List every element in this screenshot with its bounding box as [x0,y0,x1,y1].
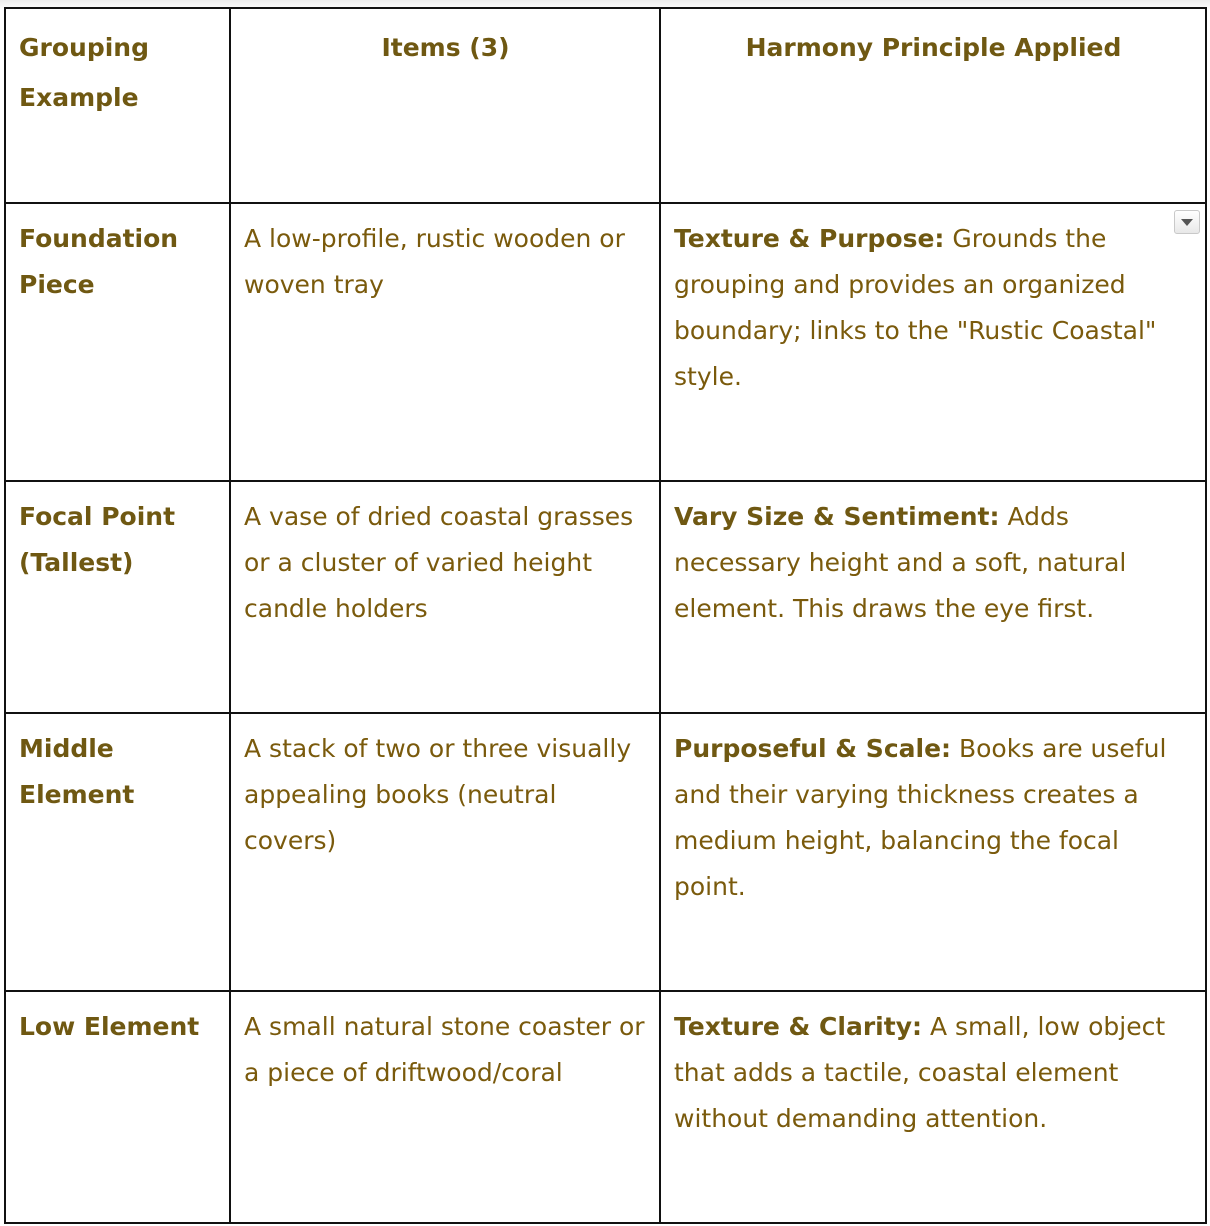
table-header-row [5,8,1206,203]
row-principle [660,203,1206,481]
row-items: A stack of two or three visually appealing books (neutral covers) [230,713,660,991]
table-row [5,991,1206,1223]
row-items: A small natural stone coaster or a piece of driftwood/coral [230,991,660,1223]
row-element: Foundation Piece [5,203,230,481]
principle-text: Grounds the grouping and provides an organized boundary; links to the "Rustic Coastal" style. [674,224,1157,391]
principle-title: Purposeful & Scale: [674,734,952,763]
header-harmony-principle: Harmony Principle Applied [660,8,1206,203]
principle-title: Texture & Purpose: [674,224,945,253]
row-items: A vase of dried coastal grasses or a cluster of varied height candle holders [230,481,660,713]
row-element: Middle Element [5,713,230,991]
row-items: A low-profile, rustic wooden or woven tray [230,203,660,481]
row-element: Low Element [5,991,230,1223]
principle-title: Vary Size & Sentiment: [674,502,1000,531]
header-grouping-example: Grouping Example [5,8,230,203]
principle-text: Adds necessary height and a soft, natural element. This draws the eye first. [674,502,1127,623]
row-principle [660,713,1206,991]
table-row [5,481,1206,713]
cell-menu-button[interactable] [1174,210,1200,234]
row-element: Focal Point (Tallest) [5,481,230,713]
chevron-down-icon [1181,219,1193,226]
row-principle [660,481,1206,713]
table-row [5,713,1206,991]
principle-title: Texture & Clarity: [674,1012,922,1041]
grouping-table [4,7,1207,1224]
row-principle [660,991,1206,1223]
principle-text: A small, low object that adds a tactile, coastal element without demanding attention. [674,1012,1166,1133]
principle-text: Books are useful and their varying thickness creates a medium height, balancing the focal point. [674,734,1167,901]
table-row [5,203,1206,481]
header-items: Items (3) [230,8,660,203]
